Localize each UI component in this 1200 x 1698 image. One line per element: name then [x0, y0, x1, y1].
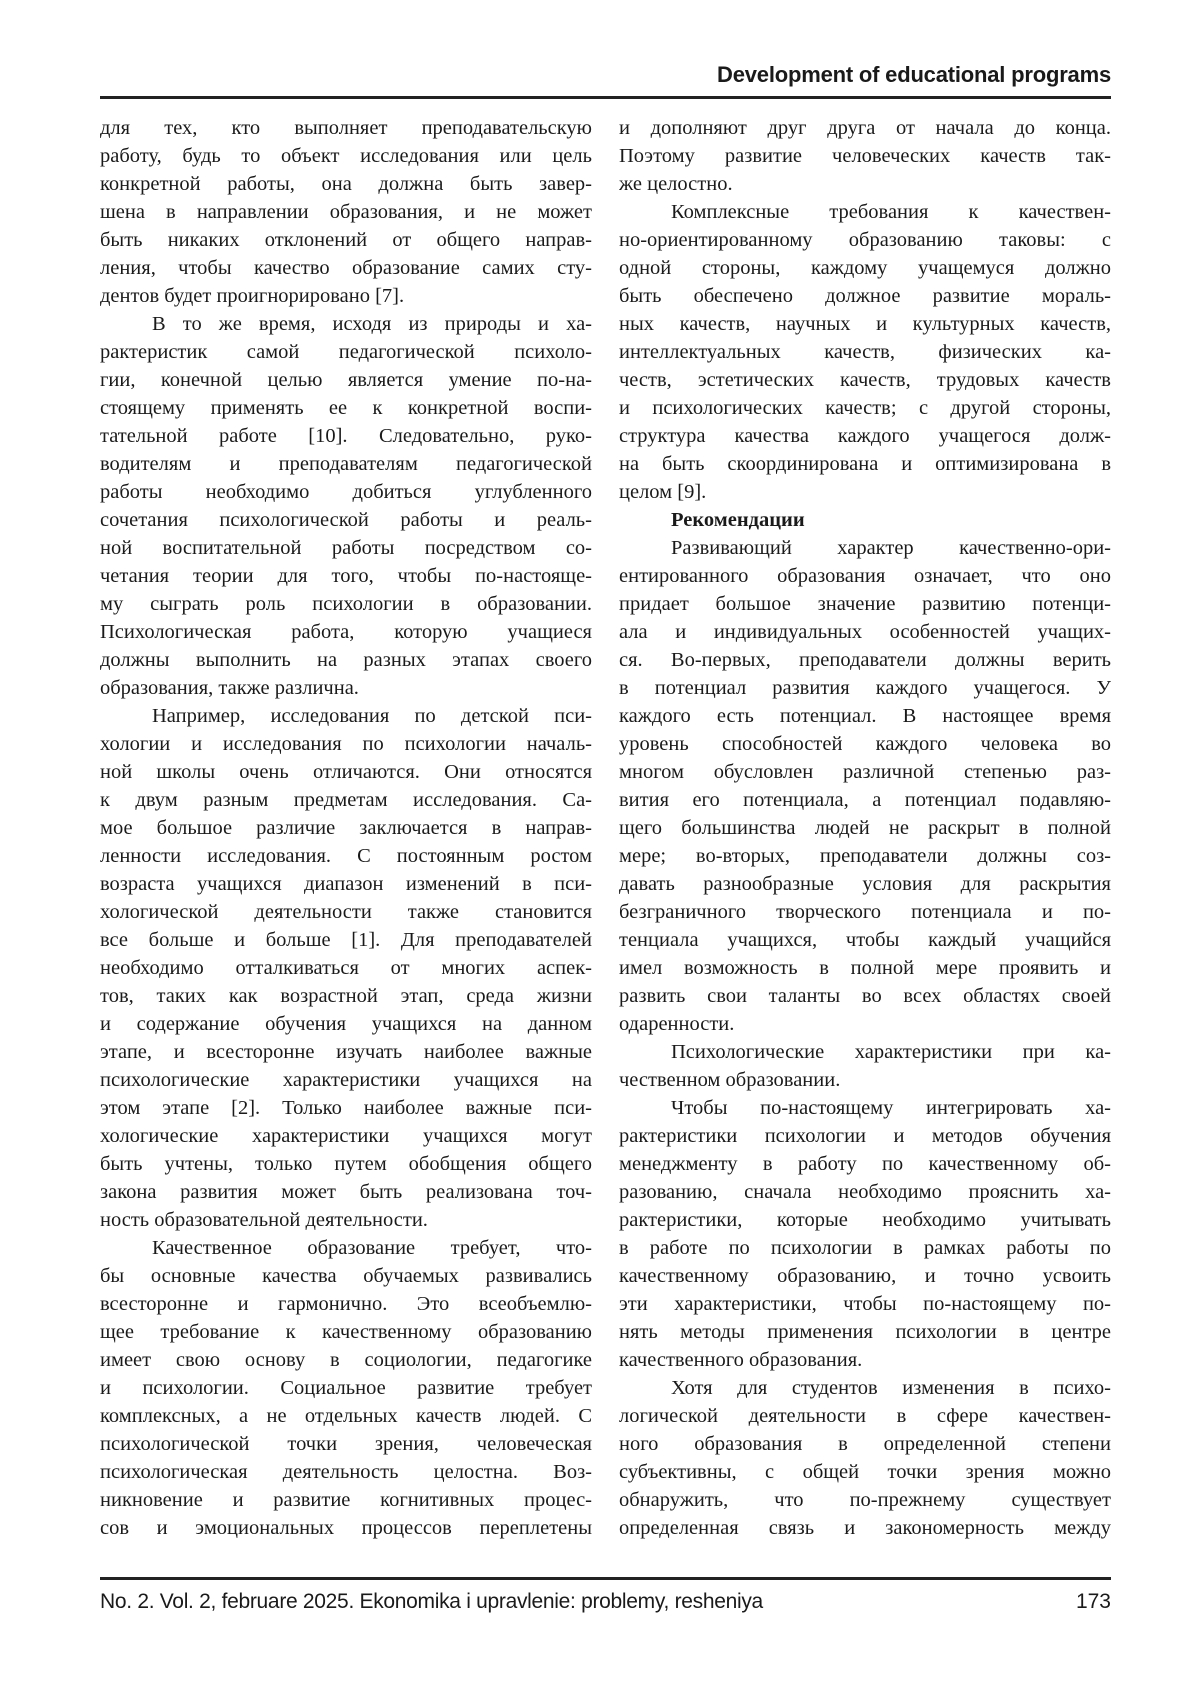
- text-line: сов и эмоциональных процессов переплетены: [100, 1514, 592, 1542]
- text-line: придает большое значение развитию потенци-: [619, 590, 1111, 618]
- text-line: но-ориентированному образованию таковы: с: [619, 226, 1111, 254]
- text-line: к двум разным предметам исследования. Са-: [100, 786, 592, 814]
- text-line: определенная связь и закономерность между: [619, 1514, 1111, 1542]
- text-line: целом [9].: [619, 478, 1111, 506]
- text-line: сочетания психологической работы и реаль-: [100, 506, 592, 534]
- text-line: рактеристик самой педагогической психоло-: [100, 338, 592, 366]
- text-line: Хотя для студентов изменения в психо-: [619, 1374, 1111, 1402]
- text-line: четания теории для того, чтобы по-настояще-: [100, 562, 592, 590]
- paragraph: [100, 310, 592, 702]
- text-line: Чтобы по-настоящему интегрировать ха-: [619, 1094, 1111, 1122]
- text-line: каждого есть потенциал. В настоящее время: [619, 702, 1111, 730]
- text-line: этапе, и всесторонне изучать наиболее важные: [100, 1038, 592, 1066]
- text-line: Комплексные требования к качествен-: [619, 198, 1111, 226]
- text-line: на быть скоординирована и оптимизирована в: [619, 450, 1111, 478]
- paragraph: [100, 1234, 592, 1542]
- text-line: развить свои таланты во всех областях своей: [619, 982, 1111, 1010]
- text-line: необходимо отталкиваться от многих аспек-: [100, 954, 592, 982]
- text-line: качественному образованию, и точно усвоить: [619, 1262, 1111, 1290]
- text-line: дентов будет проигнорировано [7].: [100, 282, 592, 310]
- text-line: ных качеств, научных и культурных качеств,: [619, 310, 1111, 338]
- heading-text: Рекомендации: [619, 506, 1111, 534]
- text-line: психологическая деятельность целостна. Воз-: [100, 1458, 592, 1486]
- text-line: образования, также различна.: [100, 674, 592, 702]
- text-line: шена в направлении образования, и не может: [100, 198, 592, 226]
- text-line: в потенциал развития каждого учащегося. У: [619, 674, 1111, 702]
- text-line: никновение и развитие когнитивных процес-: [100, 1486, 592, 1514]
- text-line: чественном образовании.: [619, 1066, 1111, 1094]
- text-line: стоящему применять ее к конкретной воспи-: [100, 394, 592, 422]
- running-header-title: Development of educational programs: [717, 62, 1111, 88]
- text-line: возраста учащихся диапазон изменений в пси-: [100, 870, 592, 898]
- text-column-left: [100, 114, 592, 1542]
- text-line: должны выполнить на разных этапах своего: [100, 646, 592, 674]
- text-line: менеджменту в работу по качественному об-: [619, 1150, 1111, 1178]
- text-line: логической деятельности в сфере качествен-: [619, 1402, 1111, 1430]
- text-line: быть обеспечено должное развитие мораль-: [619, 282, 1111, 310]
- text-line: и психологических качеств; с другой стороны,: [619, 394, 1111, 422]
- text-line: и психологии. Социальное развитие требует: [100, 1374, 592, 1402]
- text-line: и дополняют друг друга от начала до конца.: [619, 114, 1111, 142]
- text-line: щее требование к качественному образованию: [100, 1318, 592, 1346]
- text-line: Качественное образование требует, что-: [100, 1234, 592, 1262]
- text-line: ления, чтобы качество образование самих сту-: [100, 254, 592, 282]
- text-line: Психологическая работа, которую учащиеся: [100, 618, 592, 646]
- text-line: психологические характеристики учащихся на: [100, 1066, 592, 1094]
- text-line: водителям и преподавателям педагогической: [100, 450, 592, 478]
- text-line: Развивающий характер качественно-ори-: [619, 534, 1111, 562]
- text-line: Поэтому развитие человеческих качеств так-: [619, 142, 1111, 170]
- text-line: щего большинства людей не раскрыт в полной: [619, 814, 1111, 842]
- text-line: же целостно.: [619, 170, 1111, 198]
- paragraph: [100, 702, 592, 1234]
- text-line: комплексных, а не отдельных качеств людей. С: [100, 1402, 592, 1430]
- paragraph: [619, 114, 1111, 198]
- text-line: уровень способностей каждого человека во: [619, 730, 1111, 758]
- text-line: ного образования в определенной степени: [619, 1430, 1111, 1458]
- text-line: ность образовательной деятельности.: [100, 1206, 592, 1234]
- text-line: имел возможность в полной мере проявить и: [619, 954, 1111, 982]
- paragraph: [619, 1094, 1111, 1374]
- text-line: мое большое различие заключается в направ-: [100, 814, 592, 842]
- page-number: 173: [1076, 1590, 1111, 1614]
- paragraph: [619, 1038, 1111, 1094]
- text-line: вития его потенциала, а потенциал подавляю-: [619, 786, 1111, 814]
- text-line: многом обусловлен различной степенью раз-: [619, 758, 1111, 786]
- text-column-right: [619, 114, 1111, 1542]
- text-line: В то же время, исходя из природы и ха-: [100, 310, 592, 338]
- text-line: одаренности.: [619, 1010, 1111, 1038]
- text-line: всесторонне и гармонично. Это всеобъемлю-: [100, 1290, 592, 1318]
- text-line: Например, исследования по детской пси-: [100, 702, 592, 730]
- text-line: тенциала учащихся, чтобы каждый учащийся: [619, 926, 1111, 954]
- text-line: ной воспитательной работы посредством со-: [100, 534, 592, 562]
- paragraph: [619, 534, 1111, 1038]
- text-line: и содержание обучения учащихся на данном: [100, 1010, 592, 1038]
- text-line: рактеристики психологии и методов обучения: [619, 1122, 1111, 1150]
- text-line: му сыграть роль психологии в образовании.: [100, 590, 592, 618]
- text-line: в работе по психологии в рамках работы по: [619, 1234, 1111, 1262]
- text-line: безграничного творческого потенциала и по-: [619, 898, 1111, 926]
- text-line: ной школы очень отличаются. Они относятся: [100, 758, 592, 786]
- text-line: гии, конечной целью является умение по-на-: [100, 366, 592, 394]
- text-line: бы основные качества обучаемых развивались: [100, 1262, 592, 1290]
- text-line: быть никаких отклонений от общего направ-: [100, 226, 592, 254]
- text-line: честв, эстетических качеств, трудовых качеств: [619, 366, 1111, 394]
- text-line: нять методы применения психологии в центре: [619, 1318, 1111, 1346]
- text-line: этом этапе [2]. Только наиболее важные пси-: [100, 1094, 592, 1122]
- text-line: быть учтены, только путем обобщения общего: [100, 1150, 592, 1178]
- text-line: обнаружить, что по-прежнему существует: [619, 1486, 1111, 1514]
- text-line: давать разнообразные условия для раскрытия: [619, 870, 1111, 898]
- text-line: хологические характеристики учащихся могут: [100, 1122, 592, 1150]
- text-line: эти характеристики, чтобы по-настоящему по-: [619, 1290, 1111, 1318]
- text-line: рактеристики, которые необходимо учитывать: [619, 1206, 1111, 1234]
- text-line: для тех, кто выполняет преподавательскую: [100, 114, 592, 142]
- text-line: конкретной работы, она должна быть завер-: [100, 170, 592, 198]
- paragraph: [619, 1374, 1111, 1542]
- text-line: мере; во-вторых, преподаватели должны соз-: [619, 842, 1111, 870]
- paragraph: [100, 114, 592, 310]
- text-line: тов, таких как возрастной этап, среда жизни: [100, 982, 592, 1010]
- text-line: работы необходимо добиться углубленного: [100, 478, 592, 506]
- text-line: разованию, сначала необходимо прояснить ха-: [619, 1178, 1111, 1206]
- text-line: имеет свою основу в социологии, педагогике: [100, 1346, 592, 1374]
- footer-citation: No. 2. Vol. 2, februare 2025. Ekonomika i upravlenie: problemy, resheniya: [100, 1590, 763, 1614]
- text-line: структура качества каждого учащегося долж-: [619, 422, 1111, 450]
- text-line: закона развития может быть реализована точ-: [100, 1178, 592, 1206]
- text-line: работу, будь то объект исследования или цель: [100, 142, 592, 170]
- text-line: ентированного образования означает, что оно: [619, 562, 1111, 590]
- footer-divider: [100, 1577, 1111, 1580]
- text-line: ала и индивидуальных особенностей учащих-: [619, 618, 1111, 646]
- header-divider: [100, 96, 1111, 99]
- text-line: психологической точки зрения, человеческая: [100, 1430, 592, 1458]
- text-line: ся. Во-первых, преподаватели должны верить: [619, 646, 1111, 674]
- paragraph: [619, 198, 1111, 506]
- text-line: качественного образования.: [619, 1346, 1111, 1374]
- text-line: хологической деятельности также становится: [100, 898, 592, 926]
- text-line: все больше и больше [1]. Для преподавателей: [100, 926, 592, 954]
- text-line: субъективны, с общей точки зрения можно: [619, 1458, 1111, 1486]
- text-line: тательной работе [10]. Следовательно, руко-: [100, 422, 592, 450]
- section-heading: [619, 506, 1111, 534]
- text-line: Психологические характеристики при ка-: [619, 1038, 1111, 1066]
- text-line: хологии и исследования по психологии началь-: [100, 730, 592, 758]
- text-line: одной стороны, каждому учащемуся должно: [619, 254, 1111, 282]
- text-line: ленности исследования. С постоянным ростом: [100, 842, 592, 870]
- text-line: интеллектуальных качеств, физических ка-: [619, 338, 1111, 366]
